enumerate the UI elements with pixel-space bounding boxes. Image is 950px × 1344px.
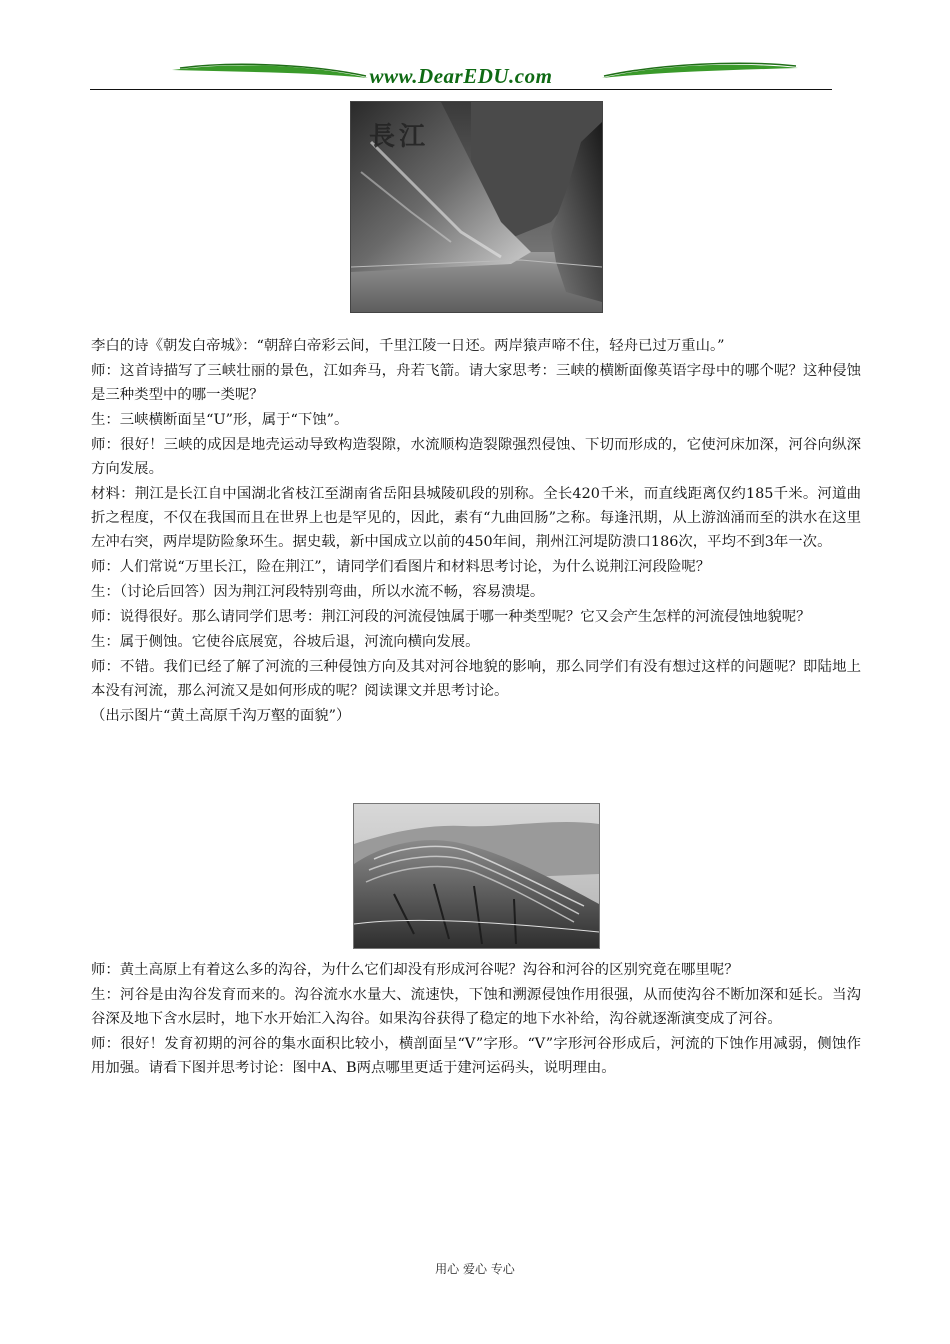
paragraph: 生：三峡横断面呈“U”形，属于“下蚀”。	[91, 412, 349, 428]
header-rule	[90, 89, 832, 90]
site-brand: www.DearEDU.com	[369, 64, 553, 88]
paragraph: （出示图片“黄土高原千沟万壑的面貌”）	[91, 708, 351, 724]
paragraph: 生：（讨论后回答）因为荆江河段特别弯曲，所以水流不畅，容易溃堤。	[91, 584, 545, 600]
yangtze-gorge-photo	[350, 101, 603, 313]
paragraph: 生：属于侧蚀。它使谷底展宽，谷坡后退，河流向横向发展。	[91, 634, 480, 650]
photo-caption: 長江	[369, 122, 430, 152]
paragraph: 师：说得很好。那么请同学们思考：荆江河段的河流侵蚀属于哪一种类型呢？它又会产生怎样的河流侵蚀地貌呢？	[91, 609, 811, 625]
paragraph: 师：不错。我们已经了解了河流的三种侵蚀方向及其对河谷地貌的影响，那么同学们有没有想过这样的问题呢？即陆地上本没有河流，那么河流又是如何形成的呢？阅读课文并思考讨论。	[91, 659, 861, 699]
paragraph: 师：这首诗描写了三峡壮丽的景色，江如奔马，舟若飞箭。请大家思考：三峡的横断面像英语字母中的哪个呢？这种侵蚀是三种类型中的哪一类呢？	[91, 363, 861, 403]
loess-plateau-photo	[353, 803, 600, 949]
loess-illustration	[354, 804, 599, 948]
lesson-text-bottom	[91, 958, 861, 1081]
page-footer: 用心 爱心 专心	[435, 1262, 515, 1276]
page-header	[90, 58, 832, 90]
paragraph: 李白的诗《朝发白帝城》：“朝辞白帝彩云间，千里江陵一日还。两岸猿声啼不住，轻舟已过万重山。”	[91, 338, 725, 354]
lesson-text-top	[91, 334, 861, 729]
paragraph: 师：黄土高原上有着这么多的沟谷，为什么它们却没有形成河谷呢？沟谷和河谷的区别究竟在哪里呢？	[91, 962, 739, 978]
paragraph: 师：很好！发育初期的河谷的集水面积比较小，横剖面呈“V”字形。“V”字形河谷形成后，河流的下蚀作用减弱，侧蚀作用加强。请看下图并思考讨论：图中A、B两点哪里更适于建河运码头，说明理由。	[91, 1036, 861, 1076]
paragraph: 师：很好！三峡的成因是地壳运动导致构造裂隙，水流顺构造裂隙强烈侵蚀、下切而形成的，它使河床加深，河谷向纵深方向发展。	[91, 437, 861, 477]
paragraph: 生：河谷是由沟谷发育而来的。沟谷流水水量大、流速快，下蚀和溯源侵蚀作用很强，从而使沟谷不断加深和延长。当沟谷深及地下含水层时，地下水开始汇入沟谷。如果沟谷获得了稳定的地下水补给，沟谷就逐渐演变成了河谷。	[91, 987, 861, 1027]
paragraph: 师：人们常说“万里长江，险在荆江”，请同学们看图片和材料思考讨论，为什么说荆江河段险呢？	[91, 559, 711, 575]
paragraph: 材料：荆江是长江自中国湖北省枝江至湖南省岳阳县城陵矶段的别称。全长420千米，而直线距离仅约185千米。河道曲折之程度，不仅在我国而且在世界上也是罕见的，因此，素有“九曲回肠”之称。每逢汛期，从上游汹涌而至的洪水在这里左冲右突，两岸堤防险象环生。据史载，新中国成立以前的450年间，荆州江河堤防溃口186次，平均不到3年一次。	[91, 486, 861, 550]
